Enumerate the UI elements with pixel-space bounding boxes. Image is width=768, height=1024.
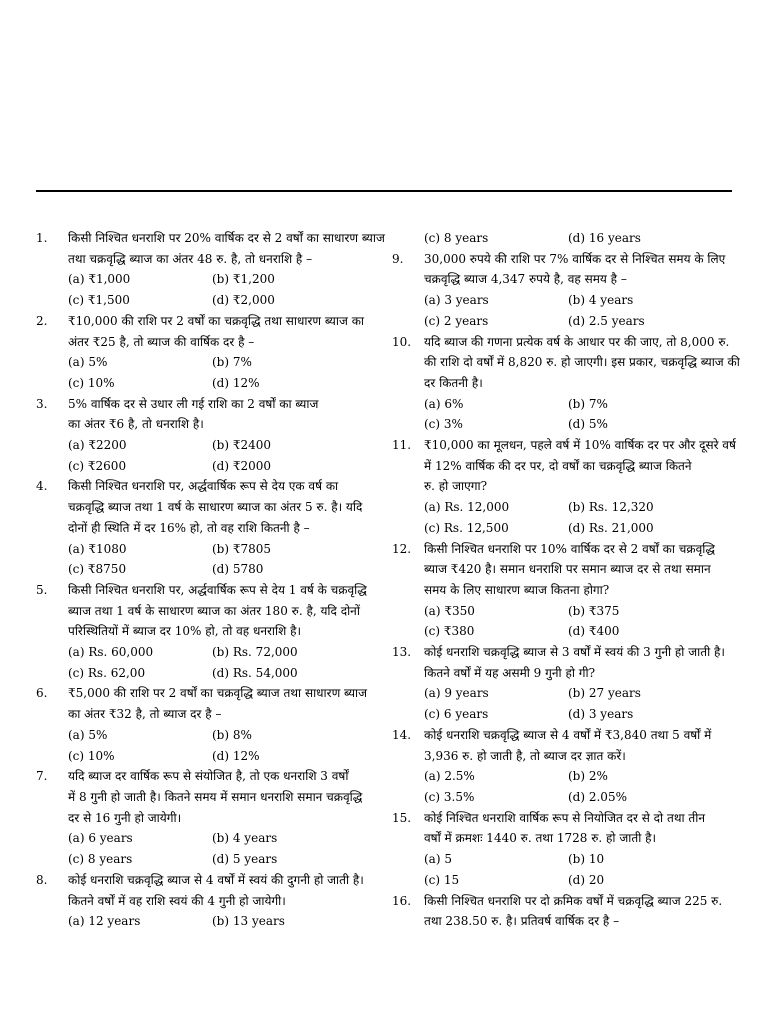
question-number: 2. (36, 313, 48, 328)
option: (c) ₹380 (424, 624, 475, 639)
question-line: किसी निश्चित धनराशि पर, अर्द्धवार्षिक रूप से देय एक वर्ष का (68, 479, 339, 494)
question-text (36, 476, 424, 538)
question-line: परिस्थितियों में ब्याज दर 10% हो, तो वह धनराशि है। (68, 624, 302, 639)
option: (a) ₹2200 (68, 438, 127, 453)
option: (d) ₹400 (568, 624, 620, 639)
option: (c) 10% (68, 375, 115, 390)
question-number: 4. (36, 479, 48, 494)
option: (a) 3 years (424, 293, 489, 308)
option: (b) 27 years (568, 686, 641, 701)
question-number: 13. (392, 645, 412, 660)
question-text (392, 435, 768, 497)
right-column (392, 228, 768, 932)
header-rule (36, 190, 732, 192)
question-text (392, 332, 768, 394)
question-line: कोई धनराशि चक्रवृद्धि ब्याज से 4 वर्षों में ₹3,840 तथा 5 वर्षों में (424, 727, 712, 742)
option: (a) ₹1080 (68, 541, 127, 556)
option: (c) ₹1,500 (68, 293, 130, 308)
question-line: किसी निश्चित धनराशि पर 20% वार्षिक दर से 2 वर्षों का साधारण ब्याज (68, 231, 385, 245)
question-text (392, 891, 768, 932)
option: (b) 4 years (568, 293, 634, 308)
question-block (36, 228, 424, 311)
question-line: में 12% वार्षिक की दर पर, दो वर्षों का चक्रवृद्धि ब्याज कितने (424, 458, 692, 473)
question-line: तथा 238.50 रु. है। प्रतिवर्ष वार्षिक दर है – (424, 914, 620, 929)
question-line: यदि ब्याज दर वार्षिक रूप से संयोजित है, तो एक धनराशि 3 वर्षों (68, 769, 349, 784)
option: (b) 7% (568, 396, 608, 411)
option: (d) 2.05% (568, 789, 627, 804)
option: (b) 4 years (212, 831, 278, 846)
option: (d) 12% (212, 375, 260, 390)
question-line: किसी निश्चित धनराशि पर दो क्रमिक वर्षों में चक्रवृद्धि ब्याज 225 रु. (424, 893, 723, 908)
option: (a) 2.5% (424, 769, 475, 784)
option: (a) Rs. 12,000 (424, 500, 510, 515)
question-block (392, 725, 768, 808)
option: (d) 20 (568, 872, 605, 887)
option: (c) 10% (68, 748, 115, 763)
question-line: ब्याज ₹420 है। समान धनराशि पर समान ब्याज दर से तथा समान (424, 562, 711, 577)
question-line: की राशि दो वर्षों में 8,820 रु. हो जाएगी। इस प्रकार, चक्रवृद्धि ब्याज की (424, 355, 740, 370)
option: (b) 7% (212, 355, 252, 370)
options-grid (392, 228, 768, 249)
question-text (36, 311, 424, 352)
question-block (392, 891, 768, 932)
option: (c) 2 years (424, 313, 489, 328)
question-line: दर कितनी है। (424, 375, 483, 390)
question-text (36, 766, 424, 828)
question-text (392, 808, 768, 849)
question-block (36, 311, 424, 394)
question-number: 3. (36, 396, 48, 411)
question-number: 8. (36, 872, 48, 887)
option: (c) ₹2600 (68, 458, 127, 473)
question-block (36, 683, 424, 766)
option: (b) ₹7805 (212, 541, 272, 556)
question-number: 12. (392, 541, 412, 556)
options-grid (36, 539, 424, 580)
options-grid (36, 269, 424, 310)
question-line: किसी निश्चित धनराशि पर, अर्द्धवार्षिक रूप से देय 1 वर्ष के चक्रवृद्धि (68, 582, 367, 597)
options-grid (36, 725, 424, 766)
question-line: चक्रवृद्धि ब्याज 4,347 रुपये है, वह समय है – (424, 272, 627, 287)
question-line: का अंतर ₹6 है, तो धनराशि है। (68, 417, 204, 432)
question-line: तथा चक्रवृद्धि ब्याज का अंतर 48 रु. है, तो धनराशि है – (68, 251, 313, 266)
option: (d) 2.5 years (568, 313, 645, 328)
question-text (36, 683, 424, 724)
option: (d) Rs. 54,000 (212, 665, 298, 680)
option: (b) ₹2400 (212, 438, 272, 453)
option: (d) 16 years (568, 231, 641, 245)
question-line: कोई धनराशि चक्रवृद्धि ब्याज से 4 वर्षों में स्वयं की दुगनी हो जाती है। (68, 872, 364, 887)
question-block (392, 808, 768, 891)
option: (c) 15 (424, 872, 460, 887)
options-grid (36, 642, 424, 683)
options-grid (392, 849, 768, 890)
options-grid (36, 911, 424, 932)
options-grid (392, 497, 768, 538)
option: (a) 5% (68, 355, 108, 370)
question-line: 30,000 रुपये की राशि पर 7% वार्षिक दर से निश्चित समय के लिए (424, 251, 726, 266)
question-block (392, 332, 768, 436)
options-grid (392, 766, 768, 807)
question-text (36, 870, 424, 911)
question-line: ₹10,000 का मूलधन, पहले वर्ष में 10% वार्षिक दर पर और दूसरे वर्ष (424, 438, 736, 453)
option: (b) 10 (568, 852, 605, 867)
question-line: ब्याज तथा 1 वर्ष के साधारण ब्याज का अंतर 180 रु. है, यदि दोनों (68, 603, 360, 618)
question-text (36, 394, 424, 435)
question-line: चक्रवृद्धि ब्याज तथा 1 वर्ष के साधारण ब्याज का अंतर 5 रु. है। यदि (68, 500, 363, 515)
question-line: 3,936 रु. हो जाती है, तो ब्याज दर ज्ञात करें। (424, 748, 626, 763)
question-line: अंतर ₹25 है, तो ब्याज की वार्षिक दर है – (68, 334, 255, 349)
question-line: दर से 16 गुनी हो जायेगी। (68, 810, 182, 825)
options-grid (392, 290, 768, 331)
question-text (392, 725, 768, 766)
option: (c) ₹8750 (68, 562, 127, 577)
option: (b) 13 years (212, 914, 285, 929)
option: (a) ₹350 (424, 603, 475, 618)
option: (d) ₹2000 (212, 458, 272, 473)
question-text (392, 642, 768, 683)
question-block (36, 580, 424, 684)
question-block (392, 228, 768, 249)
question-block (36, 476, 424, 580)
option: (c) 8 years (424, 231, 489, 245)
question-line: कोई निश्चित धनराशि वार्षिक रूप से नियोजित दर से दो तथा तीन (424, 810, 706, 825)
option: (b) Rs. 12,320 (568, 500, 654, 515)
question-number: 10. (392, 334, 412, 349)
question-number: 11. (392, 438, 412, 453)
option: (b) Rs. 72,000 (212, 645, 298, 660)
question-text (392, 539, 768, 601)
question-number: 15. (392, 810, 412, 825)
option: (a) ₹1,000 (68, 272, 131, 287)
option: (c) Rs. 62,00 (68, 665, 146, 680)
option: (b) 8% (212, 727, 252, 742)
option: (a) 5 (424, 852, 452, 867)
question-line: रु. हो जाएगा? (424, 479, 488, 494)
option: (c) 3% (424, 417, 463, 432)
option: (c) Rs. 12,500 (424, 520, 509, 535)
option: (d) 5% (568, 417, 608, 432)
option: (c) 3.5% (424, 789, 475, 804)
question-block (392, 642, 768, 725)
question-line: दोनों ही स्थिति में दर 16% हो, तो वह राशि कितनी है – (68, 520, 310, 535)
question-number: 9. (392, 251, 404, 266)
question-line: कितने वर्षों में यह असमी 9 गुनी हो गी? (424, 665, 596, 680)
left-column (36, 228, 424, 932)
options-grid (392, 601, 768, 642)
option: (b) ₹1,200 (212, 272, 275, 287)
question-text (36, 228, 424, 269)
options-grid (36, 435, 424, 476)
question-block (36, 394, 424, 477)
option: (a) 9 years (424, 686, 489, 701)
question-number: 14. (392, 727, 412, 742)
option: (b) ₹375 (568, 603, 620, 618)
options-grid (36, 352, 424, 393)
option: (a) 12 years (68, 914, 141, 929)
question-block (36, 870, 424, 932)
question-number: 6. (36, 686, 48, 701)
question-number: 1. (36, 231, 48, 245)
question-line: वर्षों में क्रमशः 1440 रु. तथा 1728 रु. हो जाती है। (424, 831, 657, 846)
options-grid (36, 828, 424, 869)
question-number: 7. (36, 769, 48, 784)
option: (a) 6 years (68, 831, 133, 846)
question-line: का अंतर ₹32 है, तो ब्याज दर है – (68, 707, 222, 722)
question-block (392, 435, 768, 539)
question-line: कोई धनराशि चक्रवृद्धि ब्याज से 3 वर्षों में स्वयं की 3 गुनी हो जाती है। (424, 645, 725, 660)
question-block (392, 539, 768, 643)
option: (d) 12% (212, 748, 260, 763)
option: (b) 2% (568, 769, 608, 784)
question-line: ₹10,000 की राशि पर 2 वर्षों का चक्रवृद्धि तथा साधारण ब्याज का (68, 313, 365, 328)
option: (d) 3 years (568, 707, 634, 722)
option: (a) Rs. 60,000 (68, 645, 154, 660)
option: (d) Rs. 21,000 (568, 520, 654, 535)
question-line: किसी निश्चित धनराशि पर 10% वार्षिक दर से 2 वर्षों का चक्रवृद्धि (424, 541, 715, 556)
option: (c) 8 years (68, 852, 133, 867)
question-line: ₹5,000 की राशि पर 2 वर्षों का चक्रवृद्धि ब्याज तथा साधारण ब्याज (68, 686, 368, 701)
question-block (392, 249, 768, 332)
question-line: में 8 गुनी हो जाती है। कितने समय में समान धनराशि समान चक्रवृद्धि (68, 789, 363, 804)
question-line: 5% वार्षिक दर से उधार ली गई राशि का 2 वर्षों का ब्याज (68, 396, 319, 411)
question-line: समय के लिए साधारण ब्याज कितना होगा? (424, 582, 610, 597)
question-line: यदि ब्याज की गणना प्रत्येक वर्ष के आधार पर की जाए, तो 8,000 रु. (424, 334, 730, 349)
question-text (36, 580, 424, 642)
question-number: 16. (392, 893, 412, 908)
question-line: कितने वर्षों में वह राशि स्वयं की 4 गुनी हो जायेगी। (68, 893, 286, 908)
option: (c) 6 years (424, 707, 489, 722)
question-block (36, 766, 424, 870)
question-number: 5. (36, 582, 48, 597)
option: (d) ₹2,000 (212, 293, 275, 308)
option: (d) 5780 (212, 562, 264, 577)
options-grid (392, 394, 768, 435)
option: (d) 5 years (212, 852, 278, 867)
option: (a) 6% (424, 396, 464, 411)
question-text (392, 249, 768, 290)
option: (a) 5% (68, 727, 108, 742)
options-grid (392, 683, 768, 724)
